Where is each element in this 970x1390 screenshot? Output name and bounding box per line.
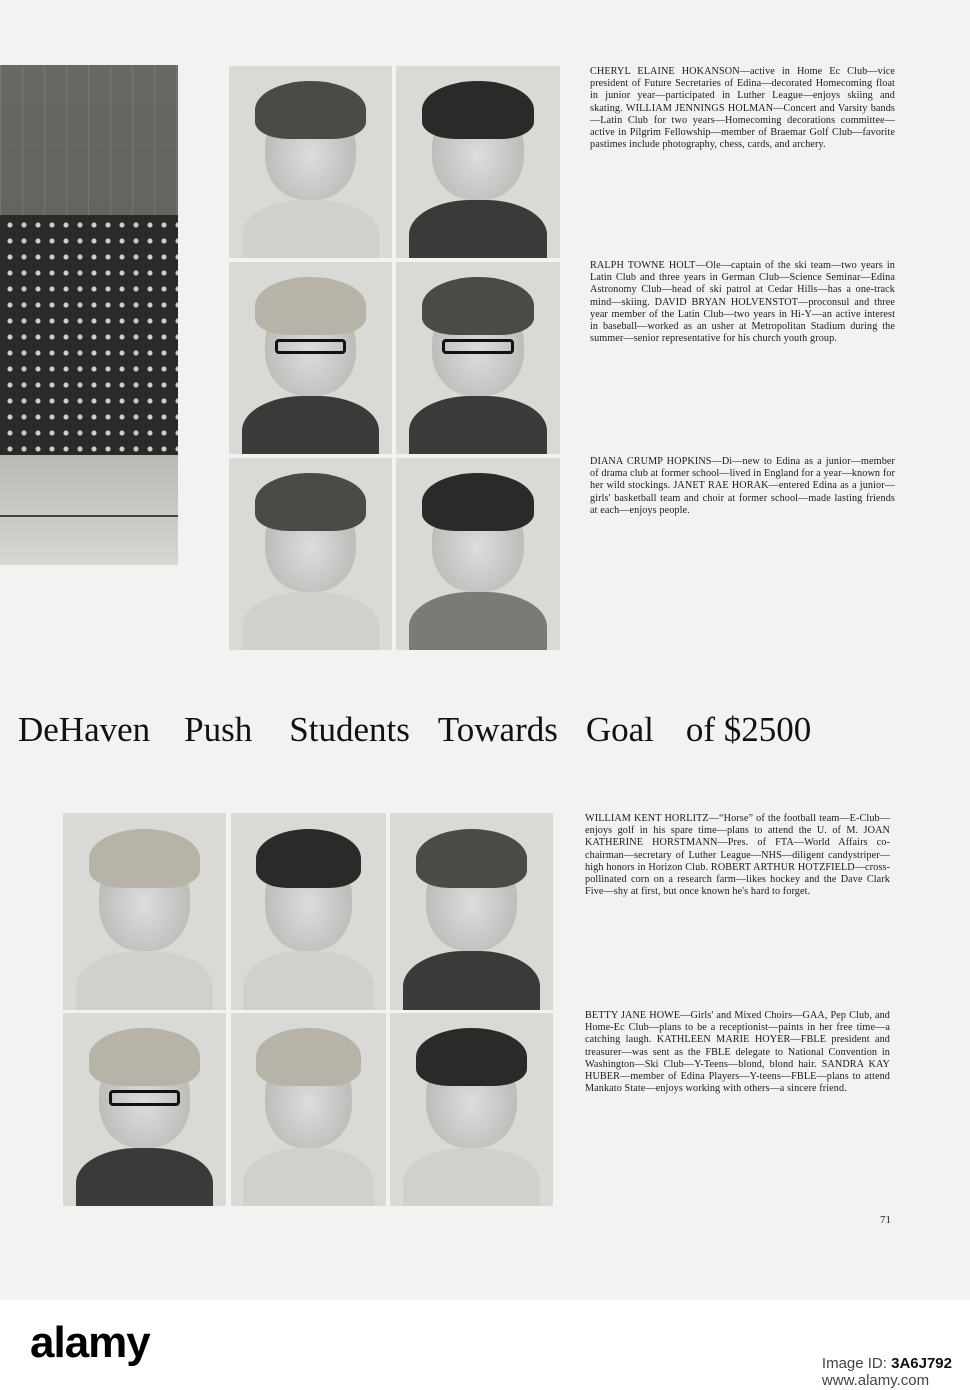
portrait-huber — [390, 1013, 553, 1206]
image-id — [822, 1355, 952, 1389]
gymnasium-crowd-photo — [0, 65, 178, 565]
portrait-horak — [396, 458, 560, 650]
portrait-holvenstot — [396, 262, 560, 454]
headline-word: of $2500 — [685, 710, 812, 749]
image-id-label: Image ID: — [821, 1355, 887, 1372]
portrait-holman — [396, 66, 560, 258]
portrait-holt — [229, 262, 392, 454]
bio-hopkins-horak: DIANA CRUMP HOPKINS—Di—new to Edina as a junior—member of drama club at former school—lived in England for a year—known for her wild stockings. JANET RAE HORAK—entered Edina as a junior—girls' basketball team and choir at former school—made lasting friends at each—enjoys people. — [590, 456, 895, 516]
portrait-hokanson — [229, 66, 392, 258]
bio-howe-hoyer-huber: BETTY JANE HOWE—Girls' and Mixed Choirs—GAA, Pep Club, and Home-Ec Club—plans to be a receptionist—paints in her free time—a catching laugh. KATHLEEN MARIE HOYER—FBLE president and treasurer—was sent as the FBLE delegate to National Convention in Washington—Ski Club—Y-Teens—blond, blond hair. SANDRA KAY HUBER—member of Edina Players—Y-teens—FBLE—plans to attend Mankato State—enjoys working with others—a sincere friend. — [585, 1010, 890, 1095]
image-id-value: 3A6J792 — [891, 1355, 952, 1372]
portrait-hopkins — [229, 458, 392, 650]
page-number: 71 — [880, 1214, 891, 1226]
portrait-hoyer — [231, 1013, 386, 1206]
headline — [18, 710, 898, 750]
gym-floor — [0, 455, 178, 565]
portrait-horstmann — [231, 813, 386, 1010]
headline-word: Towards — [437, 710, 558, 749]
bio-horlitz-horstmann-hotzfield: WILLIAM KENT HORLITZ—“Horse” of the football team—E-Club—enjoys golf in his spare time—plans to attend the U. of M. JOAN KATHERINE HORSTMANN—Pres. of FTA—World Affairs co-chairman—secretary of Luther League—NHS—diligent candystriper—high honors in Horizon Club. ROBERT ARTHUR HOTZFIELD—cross-pollinated corn on a research farm—likes hockey and the Dave Clark Five—shy at first, but once known he's hard to forget. — [585, 813, 890, 898]
headline-word: DeHaven — [18, 710, 151, 749]
headline-word: Push — [184, 710, 253, 749]
portrait-hotzfield — [390, 813, 553, 1010]
headline-word: Students — [289, 710, 410, 749]
portrait-horlitz — [63, 813, 226, 1010]
headline-word: Goal — [585, 710, 654, 749]
gym-wall — [0, 65, 178, 215]
bleacher-crowd — [0, 215, 178, 455]
alamy-logo: alamy — [30, 1318, 150, 1367]
portrait-howe — [63, 1013, 226, 1206]
site-url: www.alamy.com — [821, 1372, 930, 1389]
bio-holt-holvenstot: RALPH TOWNE HOLT—Ole—captain of the ski team—two years in Latin Club and three years in German Club—Science Seminar—Edina Astronomy Club—head of ski patrol at Cedar Hills—has a one-track mind—skiing. DAVID BRYAN HOLVENSTOT—proconsul and three year member of the Latin Club—two years in Hi-Y—an active interest in baseball—worked as an usher at Metropolitan Stadium during the summer—senior representative for his church youth group. — [590, 260, 895, 345]
bio-hokanson-holman: CHERYL ELAINE HOKANSON—active in Home Ec Club—vice president of Future Secretaries of Edina—decorated Homecoming float in junior year—participated in Luther League—enjoys skiing and skating. WILLIAM JENNINGS HOLMAN—Concert and Varsity bands—Latin Club for two years—Homecoming decorations committee—active in Pilgrim Fellowship—member of Braemar Golf Club—favorite pastimes include photography, chess, cards, and archery. — [590, 66, 895, 151]
